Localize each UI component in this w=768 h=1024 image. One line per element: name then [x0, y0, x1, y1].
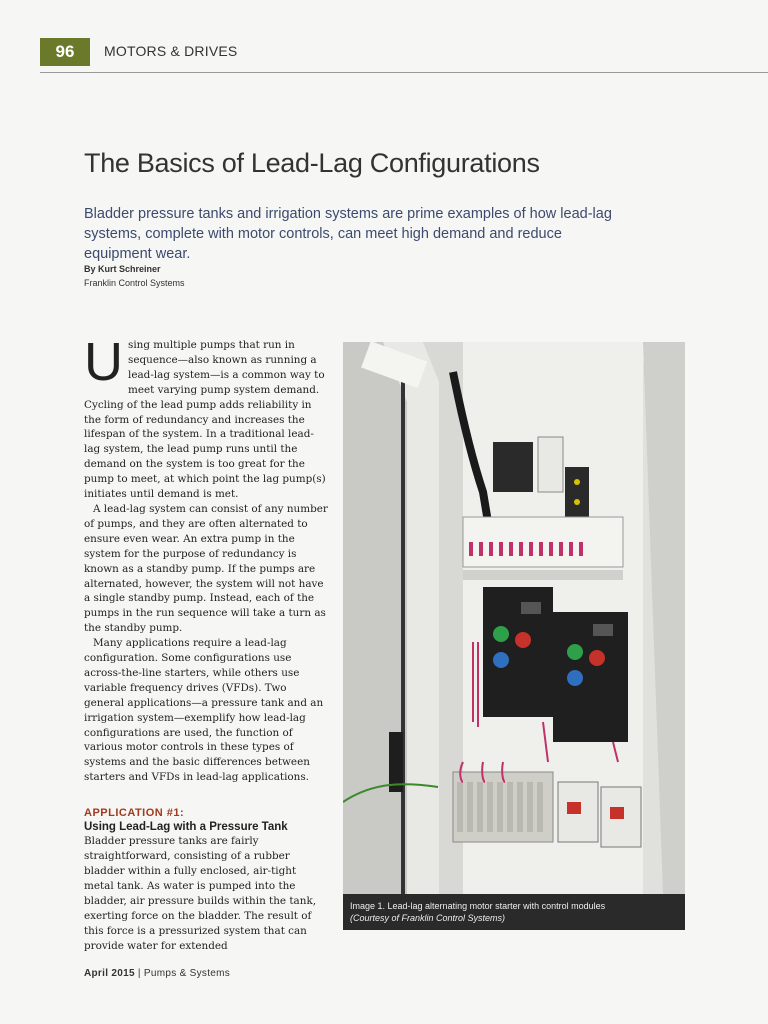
header-rule: [40, 72, 768, 73]
page-footer: [84, 968, 230, 979]
footer-separator: |: [137, 968, 141, 979]
page-number: 96: [40, 38, 90, 66]
control-panel-photo: [343, 342, 685, 894]
caption-credit: (Courtesy of Franklin Control Systems): [350, 913, 506, 923]
application-subheading: Using Lead-Lag with a Pressure Tank: [84, 821, 288, 834]
caption-text: Image 1. Lead-lag alternating motor starter with control modules: [350, 901, 606, 911]
figure-caption: [343, 894, 685, 930]
author-affiliation: Franklin Control Systems: [84, 278, 185, 288]
paragraph-2: A lead-lag system can consist of any number of pumps, and they are often alternated to ensure even wear. An extra pump in the system for the purpose of redundancy is known as a standby pump. If the pumps are alternated, however, the system will not have a single standby pump. Instead, each of the pumps in the run sequence will take a turn as the standby pump.: [84, 502, 328, 635]
paragraph-3: Many applications require a lead-lag configuration. Some configurations use across-the-line starters, while others use variable frequency drives (VFDs). Two general applications—a pressure tank and an irrigation system—exemplify how lead-lag configurations are used, the function of various motor controls in these types of systems and the basic differences between starters and VFDs in lead-lag applications.: [84, 637, 324, 784]
paragraph-1: [84, 332, 329, 502]
paragraph-4: Bladder pressure tanks are fairly straightforward, consisting of a rubber bladder within a fully enclosed, air-tight metal tank. As water is pumped into the bladder, air pressure builds within the tank, exerting force on the bladder. The result of this force is a pressurized system that can provide water for extended: [84, 835, 317, 952]
footer-magazine: Pumps & Systems: [143, 968, 231, 979]
control-panel-illustration: [343, 342, 685, 894]
article-title: The Basics of Lead-Lag Configurations: [84, 148, 540, 178]
application-heading: APPLICATION #1:: [84, 807, 185, 820]
article-body: [84, 332, 329, 953]
author-byline: By Kurt Schreiner: [84, 264, 161, 274]
drop-cap: U: [84, 332, 123, 392]
footer-issue: April 2015: [84, 968, 135, 979]
paragraph-1-text: sing multiple pumps that run in sequence—also known as running a lead-lag system—is a common way to meet varying pump system demand. Cycling of the lead pump adds reliability in the form of redundancy and increases the lifespan of the system. In a traditional lead-lag system, the lead pump runs until the demand on the system is too great for the pump to meet, at which point the lag pump(s) initiates until demand is met.: [84, 339, 326, 501]
page-header: [40, 38, 768, 66]
article-deck: Bladder pressure tanks and irrigation systems are prime examples of how lead-lag systems, complete with motor controls, can meet high demand and reduce equipment wear.: [84, 206, 612, 262]
section-label: MOTORS & DRIVES: [104, 43, 238, 59]
